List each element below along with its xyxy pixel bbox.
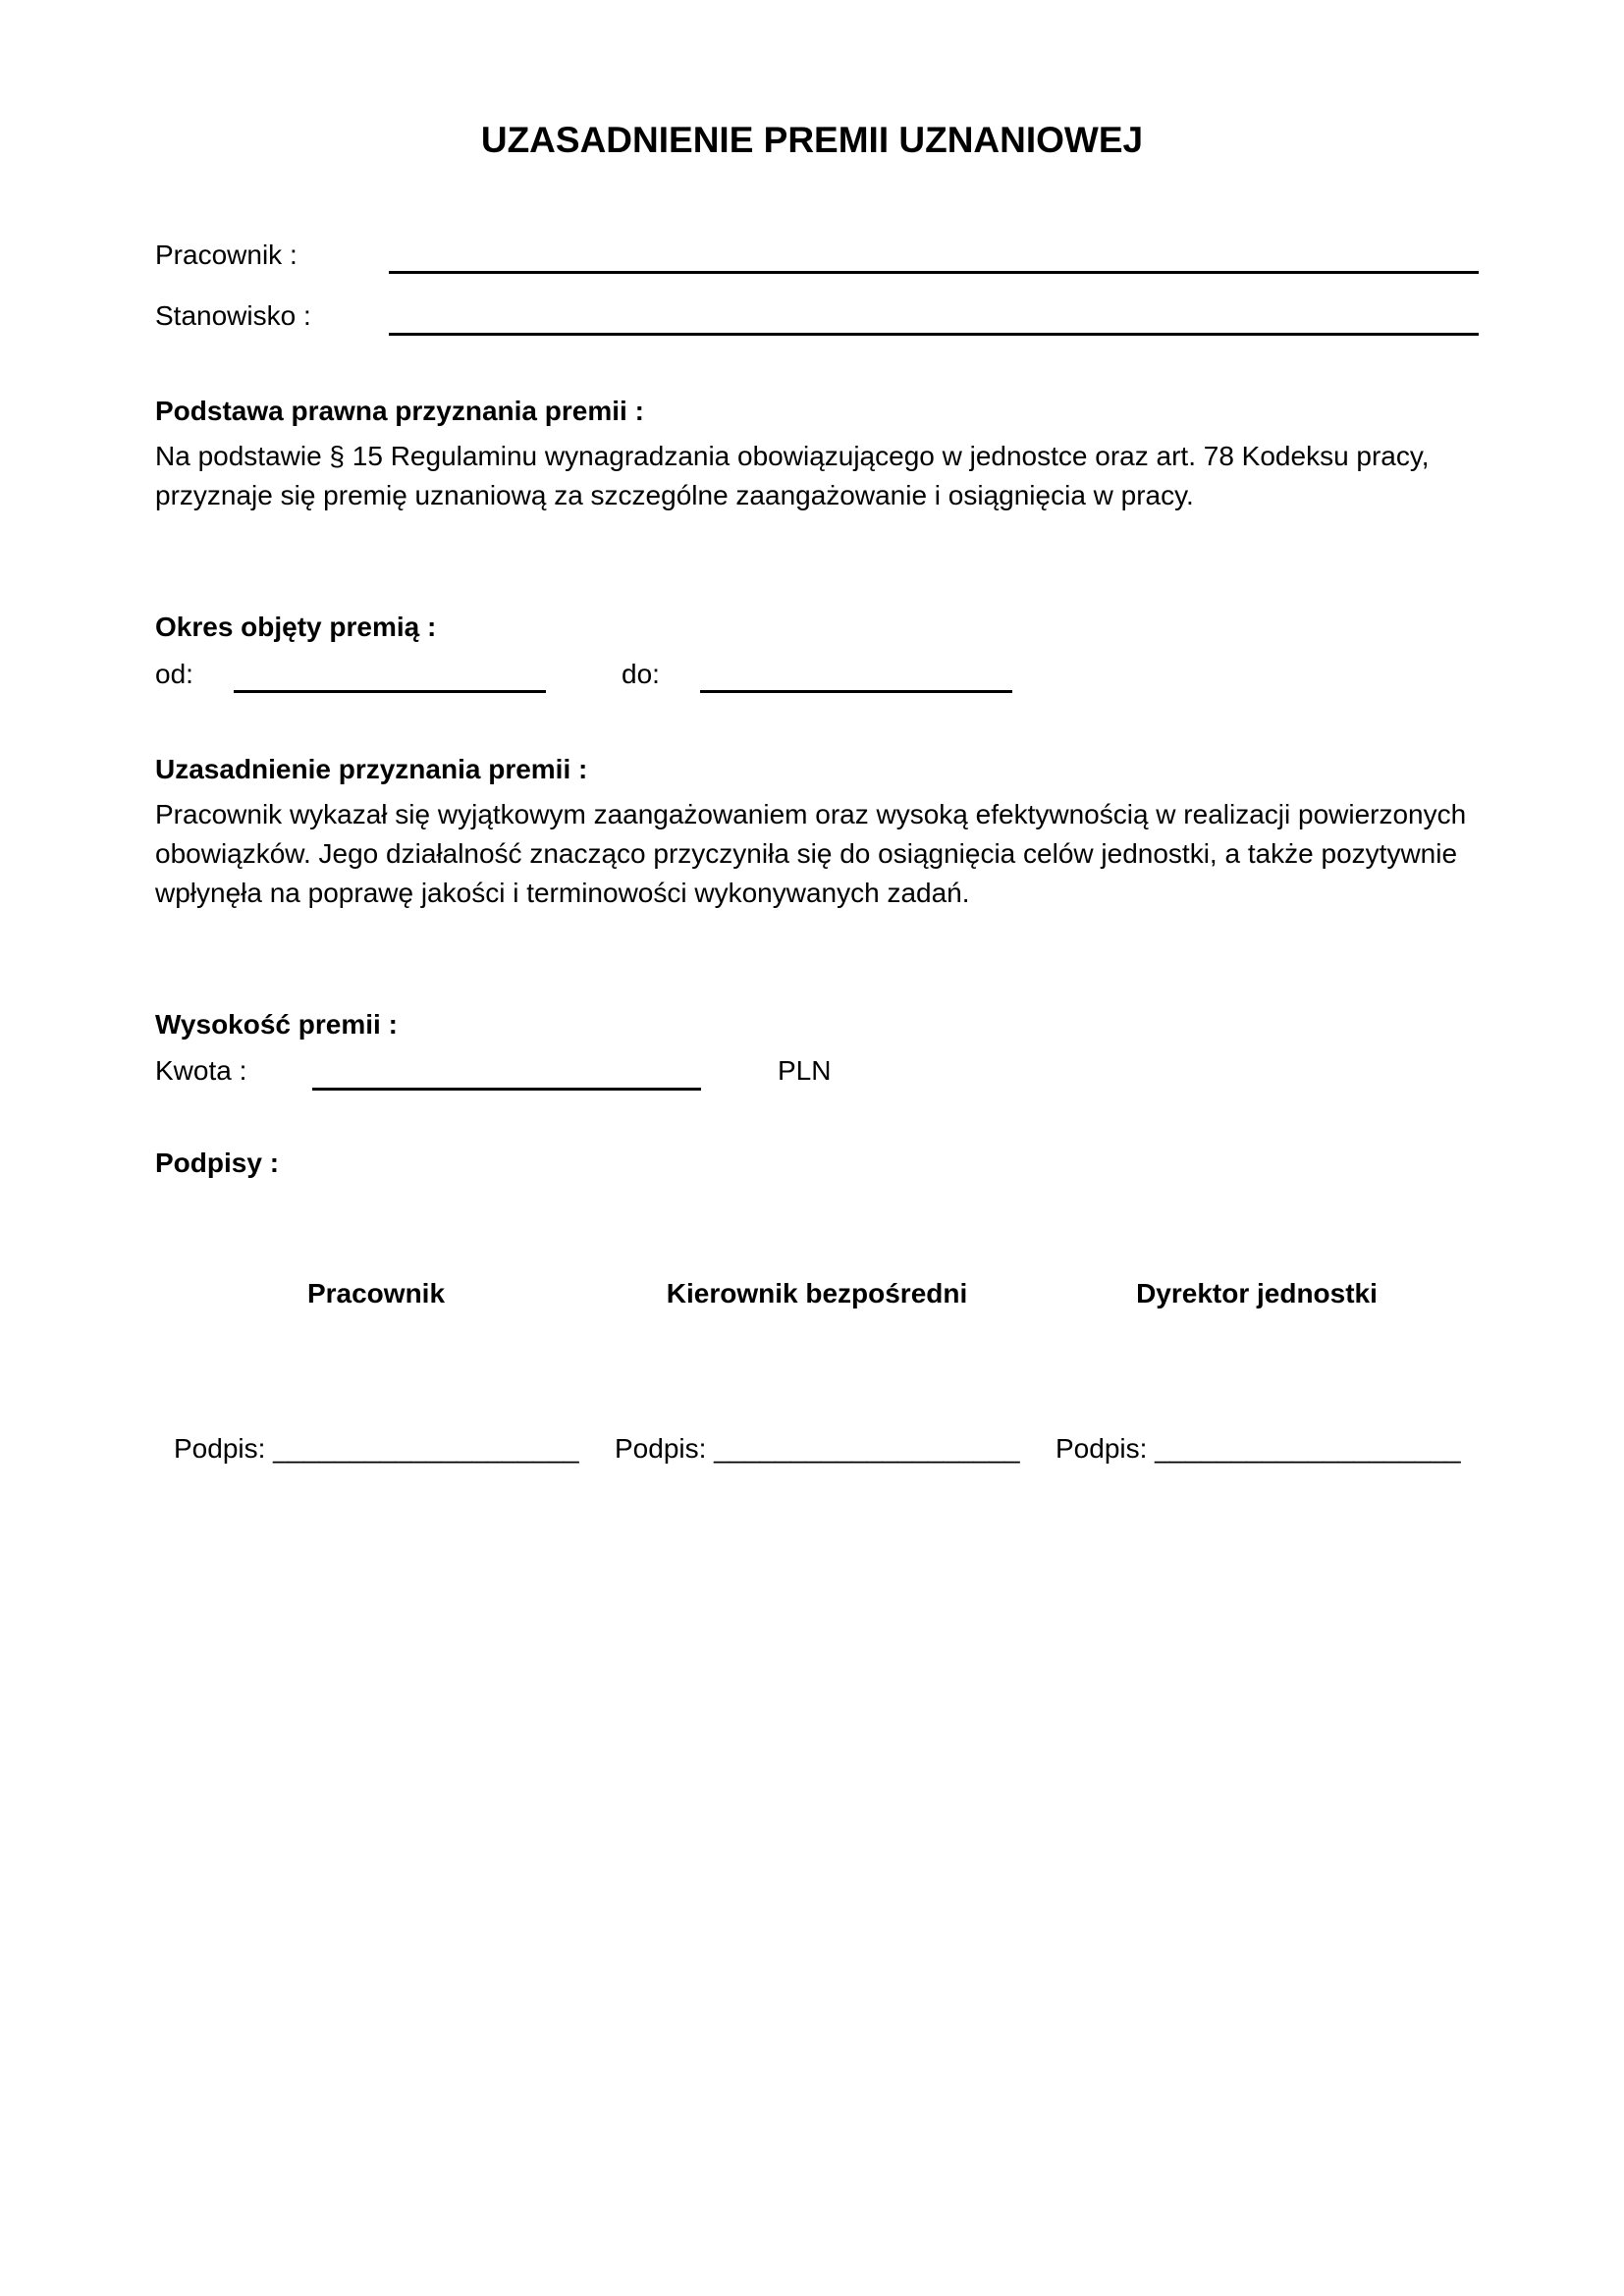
amount-field-underline [312, 1088, 701, 1091]
justification-text [155, 795, 1530, 913]
period-heading: Okres objęty premią : [155, 612, 437, 642]
justification-heading: Uzasadnienie przyznania premii : [155, 754, 588, 784]
signature-line-director[interactable]: Podpis: ____________________ [1056, 1433, 1461, 1464]
legal-basis-text [155, 437, 1530, 515]
signatures-heading: Podpisy : [155, 1148, 280, 1178]
amount-label: Kwota : [155, 1055, 247, 1086]
signature-role-employee: Pracownik [306, 1278, 446, 1308]
position-field-underline [389, 333, 1479, 336]
employee-field-underline [389, 271, 1479, 274]
position-label: Stanowisko : [155, 300, 311, 331]
justification-line: obowiązków. Jego działalność znacząco przyczyniła się do osiągnięcia celów jednostki, a także pozytywnie [155, 838, 1458, 869]
signature-line-employee[interactable]: Podpis: ____________________ [174, 1433, 579, 1464]
legal-basis-line: Na podstawie § 15 Regulaminu wynagradzania obowiązującego w jednostce oraz art. 78 Kodeksu pracy, [155, 441, 1430, 471]
currency-label: PLN [778, 1055, 832, 1086]
period-to-underline [700, 690, 1012, 693]
legal-basis-heading: Podstawa prawna przyznania premii : [155, 396, 644, 426]
amount-heading: Wysokość premii : [155, 1009, 398, 1040]
period-from-underline [234, 690, 546, 693]
justification-line: Pracownik wykazał się wyjątkowym zaangażowaniem oraz wysoką efektywnością w realizacji powierzonych [155, 799, 1467, 829]
period-from-label: od: [155, 659, 193, 689]
signature-role-manager: Kierownik bezpośredni [666, 1278, 968, 1308]
period-to-label: do: [622, 659, 660, 689]
signature-role-director: Dyrektor jednostki [1136, 1278, 1378, 1308]
document-title: UZASADNIENIE PREMII UZNANIOWEJ [480, 120, 1144, 160]
employee-label: Pracownik : [155, 240, 298, 270]
justification-line: wpłynęła na poprawę jakości i terminowości wykonywanych zadań. [155, 878, 970, 908]
signature-line-manager[interactable]: Podpis: ____________________ [615, 1433, 1020, 1464]
legal-basis-line: przyznaje się premię uznaniową za szczególne zaangażowanie i osiągnięcia w pracy. [155, 480, 1194, 510]
